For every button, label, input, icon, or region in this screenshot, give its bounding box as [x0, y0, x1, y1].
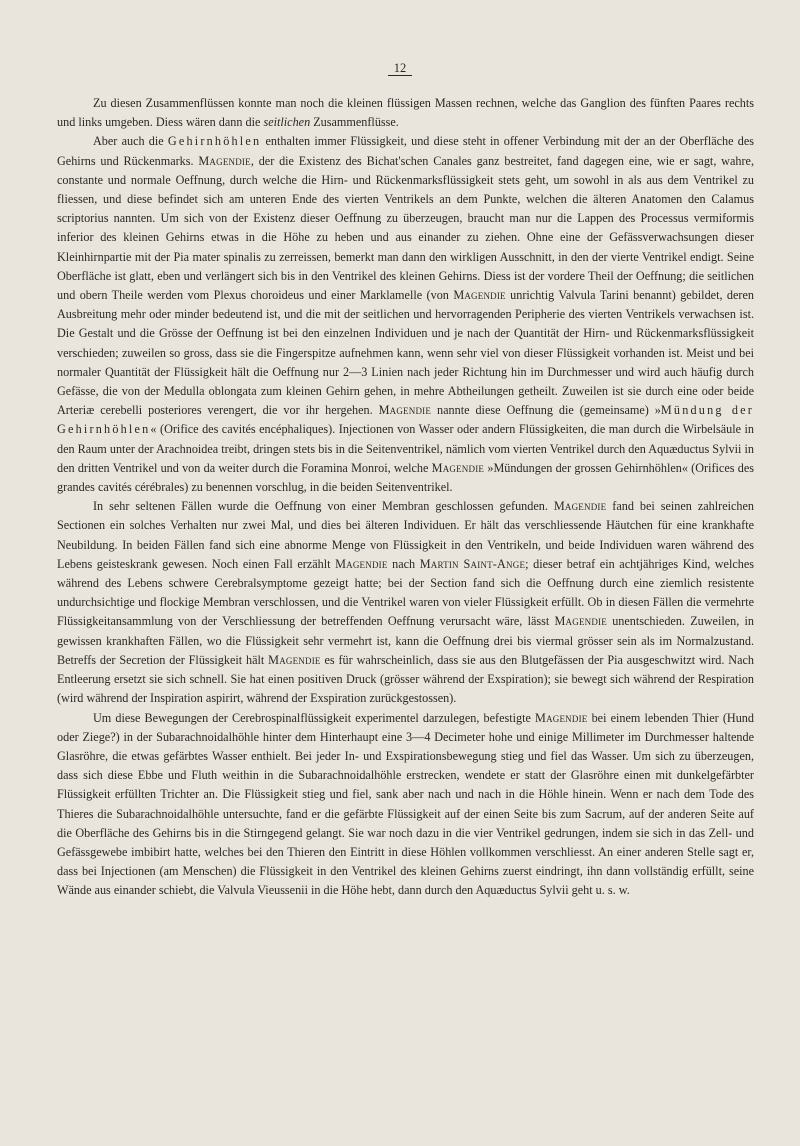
text-run: fand bei seinen zahlreichen Sectionen ein solches Verhalten nur zwei Mal, und dies bei älteren Individuen. Er hält das verschliessende Häutchen für eine krankhafte Neubildung. In beiden Fällen fand sich eine abnorme Menge von Flüssigkeit in den Ventrikeln, und beide Individuen waren während des Lebens geisteskrank gewesen. Noch einen Fall erzählt — [57, 499, 755, 571]
paragraph — [57, 94, 754, 132]
text-sc: Magendie — [431, 460, 485, 475]
text-run: nach — [387, 556, 420, 571]
body-text — [57, 94, 754, 901]
text-it: seitlichen — [263, 115, 311, 130]
text-sc: Magendie — [535, 710, 588, 725]
text-sc: Magendie — [554, 614, 607, 629]
text-run: unentschieden. Zuweilen, in gewissen krankhaften Fällen, wo die Flüssigkeit sehr vermehrt ist, kann die Oeffnung drei bis viermal grösser sein als im Normalzustand. Betreffs der Secretion der Flüssigkeit hält — [57, 614, 754, 667]
text-run: enthalten immer Flüssigkeit, und diese steht in offener Verbindung mit der an der Oberfläche des Gehirns und Rückenmarks. — [57, 134, 754, 168]
text-run: , der die Existenz des Bichat'schen Canales ganz bestreitet, fand dagegen eine, wie er sagt, wahre, constante und normale Oeffnung, durch welche die Hirn- und Rückenmarksflüssigkeit stets geht, um sowohl in als aus dem Ventrikel zu fliessen, und diese befindet sich am unteren Ende des vierten Ventrikels an dem Punkte, welchen die älteren Anatomen den Calamus scriptorius nannten. Um sich von der Existenz dieser Oeffnung zu überzeugen, braucht man nur die Lappen des Processus vermiformis inferior des kleinen Gehirns etwas in die Höhe zu heben und aus einander zu ziehen. Ohne eine der Gefässverwachsungen dieser Kleinhirnpartie mit der Pia mater spinalis zu zerreissen, bemerkt man dann den wirkligen Ausschnitt, in den der vierte Ventrikel endigt. Seine Oberfläche ist glatt, eben und verlängert sich bis in den Ventrikel des kleinen Gehirns. Diess ist der vordere Theil der Oeffnung; die seitlichen und obern Theile werden vom Plexus choroideus und einer Marklamelle (von — [57, 153, 755, 303]
text-run: nannte diese Oeffnung die (gemeinsame) » — [431, 403, 661, 418]
text-sc: Magendie — [453, 288, 506, 303]
text-sc: Magendie — [378, 403, 432, 418]
page-number — [0, 61, 800, 76]
page-number-text: 12 — [388, 61, 413, 76]
text-run: es für wahrscheinlich, dass sie aus den Blutgefässen der Pia ausgeschwitzt wird. Nach Entleerung ersetzt sie sich schnell. Sie hat einen positiven Druck (grösser während der Exspiration); sie bewegt sich während der Respiration (wird während der Inspiration aspirirt, während der Exspiration zurückgestossen). — [57, 652, 754, 706]
text-run: bei einem lebenden Thier (Hund oder Ziege?) in der Subarachnoidalhöhle hinter dem Hinterhaupt eine 3—4 Decimeter hohe und einige Millimeter im Durchmesser haltende Glasröhre, die etwas gefärbtes Wasser enthielt. Bei jeder In- und Exspirationsbewegung stieg und fiel das Wasser. Um sich zu überzeugen, dass sich diese Ebbe und Fluth weithin in die Subarachnoidalhöhle erstrecken, wendete er statt der Glasröhre einen mit dunkelgefärbter Flüssigkeit erfüllten Trichter an. Die Flüssigkeit stieg und fiel, sank aber nach und nach in die Höhle hinein. Wenn er nach dem Tode des Thieres die Subarachnoidalhöhle untersuchte, fand er die gefärbte Flüssigkeit auf der einen Seite bis zum Sacrum, auf der anderen Seite auf die Oberfläche des Gehirns bis in die Stirngegend gelangt. Sie war noch dazu in die vier Ventrikel gedrungen, indem sie sich in das Zell- und Gefässgewebe imbibirt hatte, welches bei den Thieren den Eintritt in diese Höhlen vollkommen verschliesst. An einer anderen Stelle sagt er, dass bei Injectionen (am Menschen) die Flüssigkeit in den Ventrikel des kleinen Gehirns zuerst eindringt, ihn dann vollständig erfüllt, seine Wände aus einander schiebt, die Valvula Vieussenii in die Höhe hebt, dann durch den Aquæductus Sylvii geht u. s. w. — [57, 710, 754, 898]
text-run: In sehr seltenen Fällen wurde die Oeffnung von einer Membran geschlossen gefunden. — [93, 499, 554, 514]
text-run: ; dieser betraf ein achtjähriges Kind, welches während des Lebens schwere Cerebralsymptome gezeigt hatte; bei der Section fand sich die Oeffnung durch eine ziemlich resistente undurchsichtige und flockige Membran verschlossen, und die Ventrikel waren von vieler Flüssigkeit erfüllt. Ob in diesen Fällen die vermehrte Flüssigkeitansammlung von der Verschliessung der betreffenden Oeffnung verursacht wäre, lässt — [57, 556, 755, 629]
text-spaced: Gehirnhöhlen — [167, 134, 262, 149]
text-run: »Mündungen der grossen Gehirnhöhlen« (Orifices des grandes cavités cérébrales) zu benennen vorschlug, in die beiden Seitenventrikel. — [57, 460, 754, 495]
text-run: Zusammenflüsse. — [310, 115, 399, 130]
paragraph — [57, 709, 754, 901]
text-run: Zu diesen Zusammenflüssen konnte man noch die kleinen flüssigen Massen rechnen, welche das Ganglion des fünften Paares rechts und links umgeben. Diess wären dann die — [57, 96, 754, 130]
text-spaced: Mündung der Gehirnhöhlen — [57, 403, 755, 437]
text-sc: Magendie — [335, 556, 388, 571]
text-sc: Magendie — [553, 499, 607, 514]
text-run: « (Orifice des cavités encéphaliques). Injectionen von Wasser oder andern Flüssigkeiten, die man durch die Wirbelsäule in den Raum unter der Arachnoidea treibt, dringen stets bis in die Seitenventrikel, nämlich vom vierten Ventrikel durch den Aquæductus Sylvii in den dritten Ventrikel und von da weiter durch die Foramina Monroi, welche — [57, 422, 754, 475]
text-run: Aber auch die — [93, 134, 168, 149]
text-run: Um diese Bewegungen der Cerebrospinalflüssigkeit experimentel darzulegen, befestigte — [93, 710, 536, 725]
text-sc: Magendie — [268, 652, 321, 667]
paragraph — [57, 132, 754, 497]
paragraph — [57, 497, 754, 708]
text-run: unrichtig Valvula Tarini benannt) gebildet, deren Ausbreitung mehr oder minder bedeutend ist, und die mit der seitlichen und hervorragenden Peripherie des vierten Ventrikels verwachsen ist. Die Gestalt und die Grösse der Oeffnung ist bei den einzelnen Individuen und je nach der Quantität der Hirn- und Rückenmarksflüssigkeit verschieden; zuweilen so gross, dass sie die Fingerspitze aufnehmen kann, wenn sehr viel von dieser Flüssigkeit vorhanden ist. Meist und bei normaler Quantität der Flüssigkeit hält die Oeffnung nur 2—3 Linien nach jeder Richtung hin im Durchmesser und wird auch häufig durch Gefässe, die von der Medulla oblongata zum kleinen Gehirn gehen, in mehre Abtheilungen getheilt. Zuweilen ist sie durch eine oder beide Arteriæ cerebelli posteriores verengert, die vor ihr hergehen. — [57, 288, 754, 418]
text-sc: Magendie — [198, 153, 251, 168]
text-sc: Martin Saint-Ange — [419, 556, 526, 571]
